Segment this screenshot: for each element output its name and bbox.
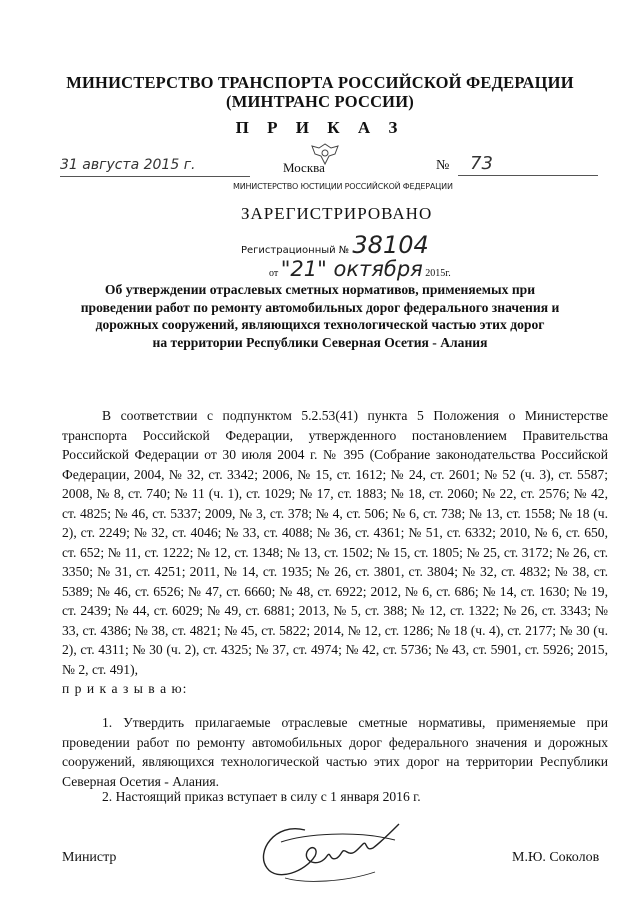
ministry-name: МИНИСТЕРСТВО ТРАНСПОРТА РОССИЙСКОЙ ФЕДЕРАЦИИ	[66, 73, 574, 92]
signatory-position: Министр	[62, 850, 117, 865]
order-word: п р и к а з ы в а ю:	[62, 681, 188, 696]
ministry-short-name: (МИНТРАНС РОССИИ)	[226, 92, 414, 111]
stamp-date-prefix: от	[269, 268, 279, 279]
preamble-text: В соответствии с подпунктом 5.2.53(41) пункта 5 Положения о Министерстве транспорта Российской Федерации, утвержденного постановлением Правительства Российской Федерации от 30 июля 2004 г. № 395 (Собрание законодательства Российской Федерации, 2004, № 32, ст. 3342; 2006, № 15, ст. 1612; № 24, ст. 2601; № 52 (ч. 3), ст. 5587; 2008, № 8, ст. 740; № 11 (ч. 1), ст. 1029; № 17, ст. 1883; № 18, ст. 2060; № 22, ст. 2576; № 42, ст. 4825; № 46, ст. 5337; 2009, № 3, ст. 378; № 4, ст. 506; № 6, ст. 738; № 13, ст. 1558; № 18 (ч. 2), ст. 2249; № 32, ст. 4046; № 33, ст. 4088; № 36, ст. 4361; № 51, ст. 6332; 2010, № 6, ст. 650, ст. 652; № 11, ст. 1222; № 12, ст. 1348; № 13, ст. 1502; № 15, ст. 1805; № 25, ст. 3172; № 26, ст. 3350; № 31, ст. 4251; 2011, № 14, ст. 1935; № 26, ст. 3801, ст. 3804; № 32, ст. 4832; № 38, ст. 5389; № 46, ст. 6526; № 47, ст. 6660; № 48, ст. 6922; 2012, № 6, ст. 686; № 14, ст. 1630; № 19, ст. 2439; № 44, ст. 6029; № 49, ст. 6881; 2013, № 5, ст. 388; № 12, ст. 1322; № 26, ст. 3343; № 33, ст. 4386; № 38, ст. 4821; № 45, ст. 5822; 2014, № 12, ст. 1286; № 18 (ч. 4), ст. 2177; № 30 (ч. 2), ст. 4311; № 30 (ч. 2), ст. 4325; № 37, ст. 4974; № 42, ст. 5736; № 43, ст. 5901, ст. 5926; 2015, № 2, ст. 491),	[62, 408, 608, 677]
preamble-block	[62, 406, 608, 699]
order-subject	[0, 281, 640, 352]
order-number-label: №	[436, 158, 450, 173]
signatory-name: М.Ю. Соколов	[512, 850, 600, 865]
stamp-reg-label: Регистрационный №	[241, 245, 350, 256]
document-type: П Р И К А З	[235, 118, 405, 137]
order-number: 73	[470, 153, 493, 174]
subject-line: дорожных сооружений, являющихся технологической частью этих дорог	[95, 317, 545, 333]
ministry-header	[0, 73, 640, 111]
registration-stamp	[233, 150, 458, 281]
order-date-field	[60, 156, 250, 177]
order-number-field	[436, 153, 626, 176]
stamp-registered: ЗАРЕГИСТРИРОВАНО	[241, 204, 433, 223]
stamp-department: МИНИСТЕРСТВО ЮСТИЦИИ РОССИЙСКОЙ ФЕДЕРАЦИИ	[233, 182, 453, 191]
order-item-1: 1. Утвердить прилагаемые отраслевые сметные нормативы, применяемые при проведении работ по ремонту автомобильных дорог федерального значения и дорожных сооружений, являющихся технологической частью этих дорог на территории Республики Северная Осетия - Алания.	[62, 715, 608, 789]
subject-line: проведении работ по ремонту автомобильных дорог федерального значения и	[80, 299, 560, 315]
order-item-2: 2. Настоящий приказ вступает в силу с 1 января 2016 г.	[102, 789, 421, 804]
city: Москва	[283, 160, 325, 175]
stamp-reg-date: "21" октября	[280, 257, 423, 281]
subject-line: Об утверждении отраслевых сметных нормативов, применяемых при	[104, 282, 536, 297]
stamp-year: 2015г.	[425, 268, 451, 279]
order-number-underline	[458, 175, 598, 176]
handwritten-signature	[245, 812, 410, 892]
stamp-reg-number: 38104	[352, 231, 429, 259]
stamp-reg-date-row	[269, 257, 451, 281]
order-date: 31 августа 2015 г.	[60, 157, 196, 173]
stamp-reg-number-row	[241, 231, 429, 259]
subject-line: на территории Республики Северная Осетия - Алания	[152, 335, 488, 351]
